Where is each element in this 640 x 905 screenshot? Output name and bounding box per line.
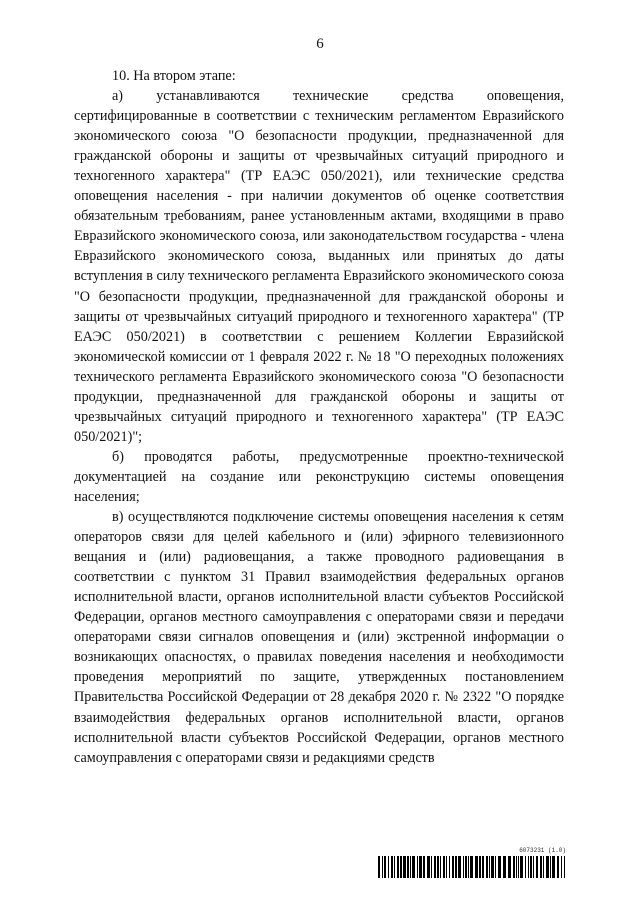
item-a: а) устанавливаются технические средства оповещения, сертифицированные в соответствии с техническим регламентом Евразийского экономического союза "О безопасности продукции, предназначенной для гражданской обороны и защиты от чрезвычайных ситуаций природного и техногенного характера" (ТР ЕАЭС 050/2021), или технические средства оповещения населения - при наличии документов об оценке соответствия обязательным требованиям, ранее установленным актами, входящими в право Евразийского экономического союза, или законодательством государства - члена Евразийского экономического союза, выданных или принятых до даты вступления в силу технического регламента Евразийского экономического союза "О безопасности продукции, предназначенной для гражданской обороны и защиты от чрезвычайных ситуаций природного и техногенного характера" (ТР ЕАЭС 050/2021) в соответствии с решением Коллегии Евразийской экономической комиссии от 1 февраля 2022 г. № 18 "О переходных положениях технического регламента Евразийского экономического союза "О безопасности продукции, предназначенной для гражданской обороны и защиты от чрезвычайных ситуаций природного и техногенного характера" (ТР ЕАЭС 050/2021)"; xyxy=(74,88,564,445)
page-number: 6 xyxy=(316,36,324,52)
barcode-id: 6073231 (1.0) xyxy=(519,847,566,854)
item-b: б) проводятся работы, предусмотренные проектно-технической документацией на создание или реконструкцию системы оповещения населения; xyxy=(74,448,564,505)
item-v: в) осуществляются подключение системы оповещения населения к сетям операторов связи для целей кабельного и (или) эфирного телевизионного вещания и (или) радиовещания, а также проводного радиовещания в соответствии с пунктом 31 Правил взаимодействия федеральных органов исполнительной власти, органов исполнительной власти субъектов Российской Федерации, органов местного самоуправления с операторами связи и передачи операторами связи сигналов оповещения и (или) экстренной информации о возникающих опасностях, о правилах поведения населения и необходимости проведения мероприятий по защите, утвержденных постановлением Правительства Российской Федерации от 28 декабря 2020 г. № 2322 "О порядке взаимодействия федеральных органов исполнительной власти, органов исполнительной власти субъектов Российской Федерации, органов местного самоуправления с операторами связи и редакциями средств xyxy=(74,509,564,766)
barcode-image xyxy=(378,856,566,878)
clause-10-heading: 10. На втором этапе: xyxy=(112,68,236,84)
document-body xyxy=(74,66,564,768)
